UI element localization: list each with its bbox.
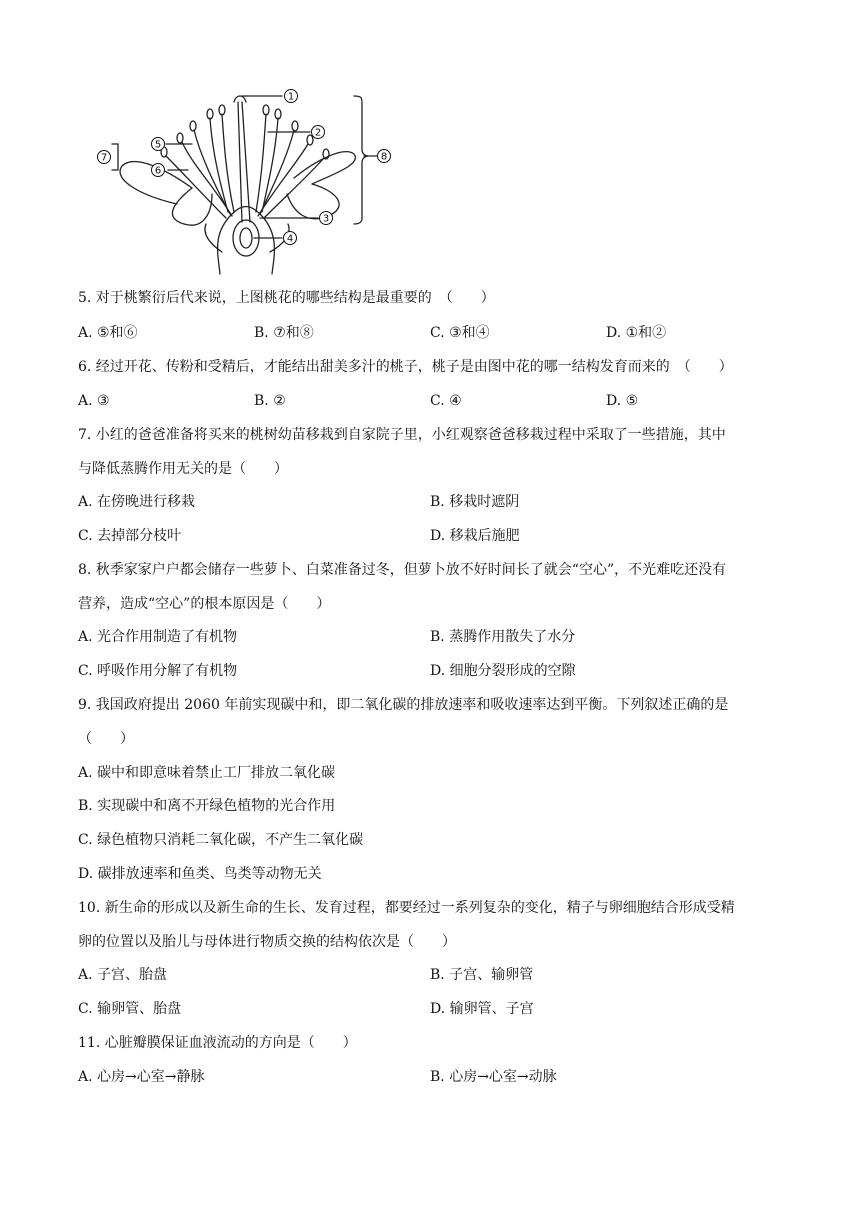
question-5-option-b[interactable]: B. ⑦和⑧ [254,325,314,341]
question-10-option-c[interactable]: C. 输卵管、胎盘 [78,1001,182,1017]
label-1-icon [285,90,298,103]
question-7-option-a[interactable]: A. 在傍晚进行移栽 [78,494,196,510]
svg-text:3: 3 [322,213,330,225]
question-8-option-d[interactable]: D. 细胞分裂形成的空隙 [430,663,576,679]
question-9-stem-line-2: （ ） [78,731,134,747]
label-7-icon [98,151,111,164]
label-6-icon [152,164,165,177]
question-8-option-c[interactable]: C. 呼吸作用分解了有机物 [78,663,238,679]
label-3-icon [320,212,333,225]
question-9-option-a[interactable]: A. 碳中和即意味着禁止工厂排放二氧化碳 [78,765,336,781]
question-7-stem-line-1: 7. 小红的爸爸准备将买来的桃树幼苗移栽到自家院子里，小红观察爸爸移栽过程中采取了一些措施，其中 [78,427,726,443]
question-11-option-b[interactable]: B. 心房→心室→动脉 [430,1069,557,1085]
question-7-option-c[interactable]: C. 去掉部分枝叶 [78,528,182,544]
svg-text:2: 2 [314,127,322,139]
label-5-icon [152,138,165,151]
peach-flower-diagram [72,84,392,280]
svg-text:4: 4 [286,233,294,245]
question-6-option-b[interactable]: B. ② [254,393,286,409]
question-10-option-d[interactable]: D. 输卵管、子宫 [430,1001,534,1017]
question-9-option-b[interactable]: B. 实现碳中和离不开绿色植物的光合作用 [78,798,336,814]
svg-text:5: 5 [154,139,162,151]
question-10-stem-line-1: 10. 新生命的形成以及新生命的生长、发育过程，都要经过一系列复杂的变化，精子与卵细胞结合形成受精 [78,900,735,916]
question-7-stem-line-2: 与降低蒸腾作用无关的是（ ） [78,461,288,477]
question-5-option-d[interactable]: D. ①和② [606,325,667,341]
question-6-stem: 6. 经过开花、传粉和受精后，才能结出甜美多汁的桃子，桃子是由图中花的哪一结构发育而来的 （ ） [78,359,733,375]
question-10-stem-line-2: 卵的位置以及胎儿与母体进行物质交换的结构依次是（ ） [78,934,456,950]
question-7-option-b[interactable]: B. 移栽时遮阴 [430,494,520,510]
svg-text:6: 6 [154,165,162,177]
question-8-stem-line-1: 8. 秋季家家户户都会储存一些萝卜、白菜准备过冬，但萝卜放不好时间长了就会“空心”，不光难吃还没有 [78,562,727,578]
question-6-option-c[interactable]: C. ④ [430,393,462,409]
question-5-stem: 5. 对于桃繁衍后代来说，上图桃花的哪些结构是最重要的 （ ） [78,290,495,306]
label-8-icon [378,150,391,163]
question-5-option-c[interactable]: C. ③和④ [430,325,490,341]
question-9-option-d[interactable]: D. 碳排放速率和鱼类、鸟类等动物无关 [78,866,322,882]
question-9-option-c[interactable]: C. 绿色植物只消耗二氧化碳，不产生二氧化碳 [78,832,364,848]
svg-text:7: 7 [100,152,108,164]
question-6-option-d[interactable]: D. ⑤ [606,393,639,409]
question-5-option-a[interactable]: A. ⑤和⑥ [78,325,138,341]
question-8-stem-line-2: 营养，造成“空心”的根本原因是（ ） [78,596,331,612]
svg-text:1: 1 [287,91,295,103]
question-8-option-b[interactable]: B. 蒸腾作用散失了水分 [430,629,576,645]
label-4-icon [284,232,297,245]
question-7-option-d[interactable]: D. 移栽后施肥 [430,528,520,544]
label-2-icon [312,126,325,139]
question-10-option-a[interactable]: A. 子宫、胎盘 [78,967,168,983]
question-6-option-a[interactable]: A. ③ [78,393,110,409]
question-11-stem: 11. 心脏瓣膜保证血液流动的方向是（ ） [78,1035,357,1051]
svg-text:8: 8 [380,151,388,163]
question-11-option-a[interactable]: A. 心房→心室→静脉 [78,1069,205,1085]
question-9-stem-line-1: 9. 我国政府提出 2060 年前实现碳中和，即二氧化碳的排放速率和吸收速率达到平衡。下列叙述正确的是 [78,697,729,713]
question-10-option-b[interactable]: B. 子宫、输卵管 [430,967,534,983]
question-8-option-a[interactable]: A. 光合作用制造了有机物 [78,629,238,645]
